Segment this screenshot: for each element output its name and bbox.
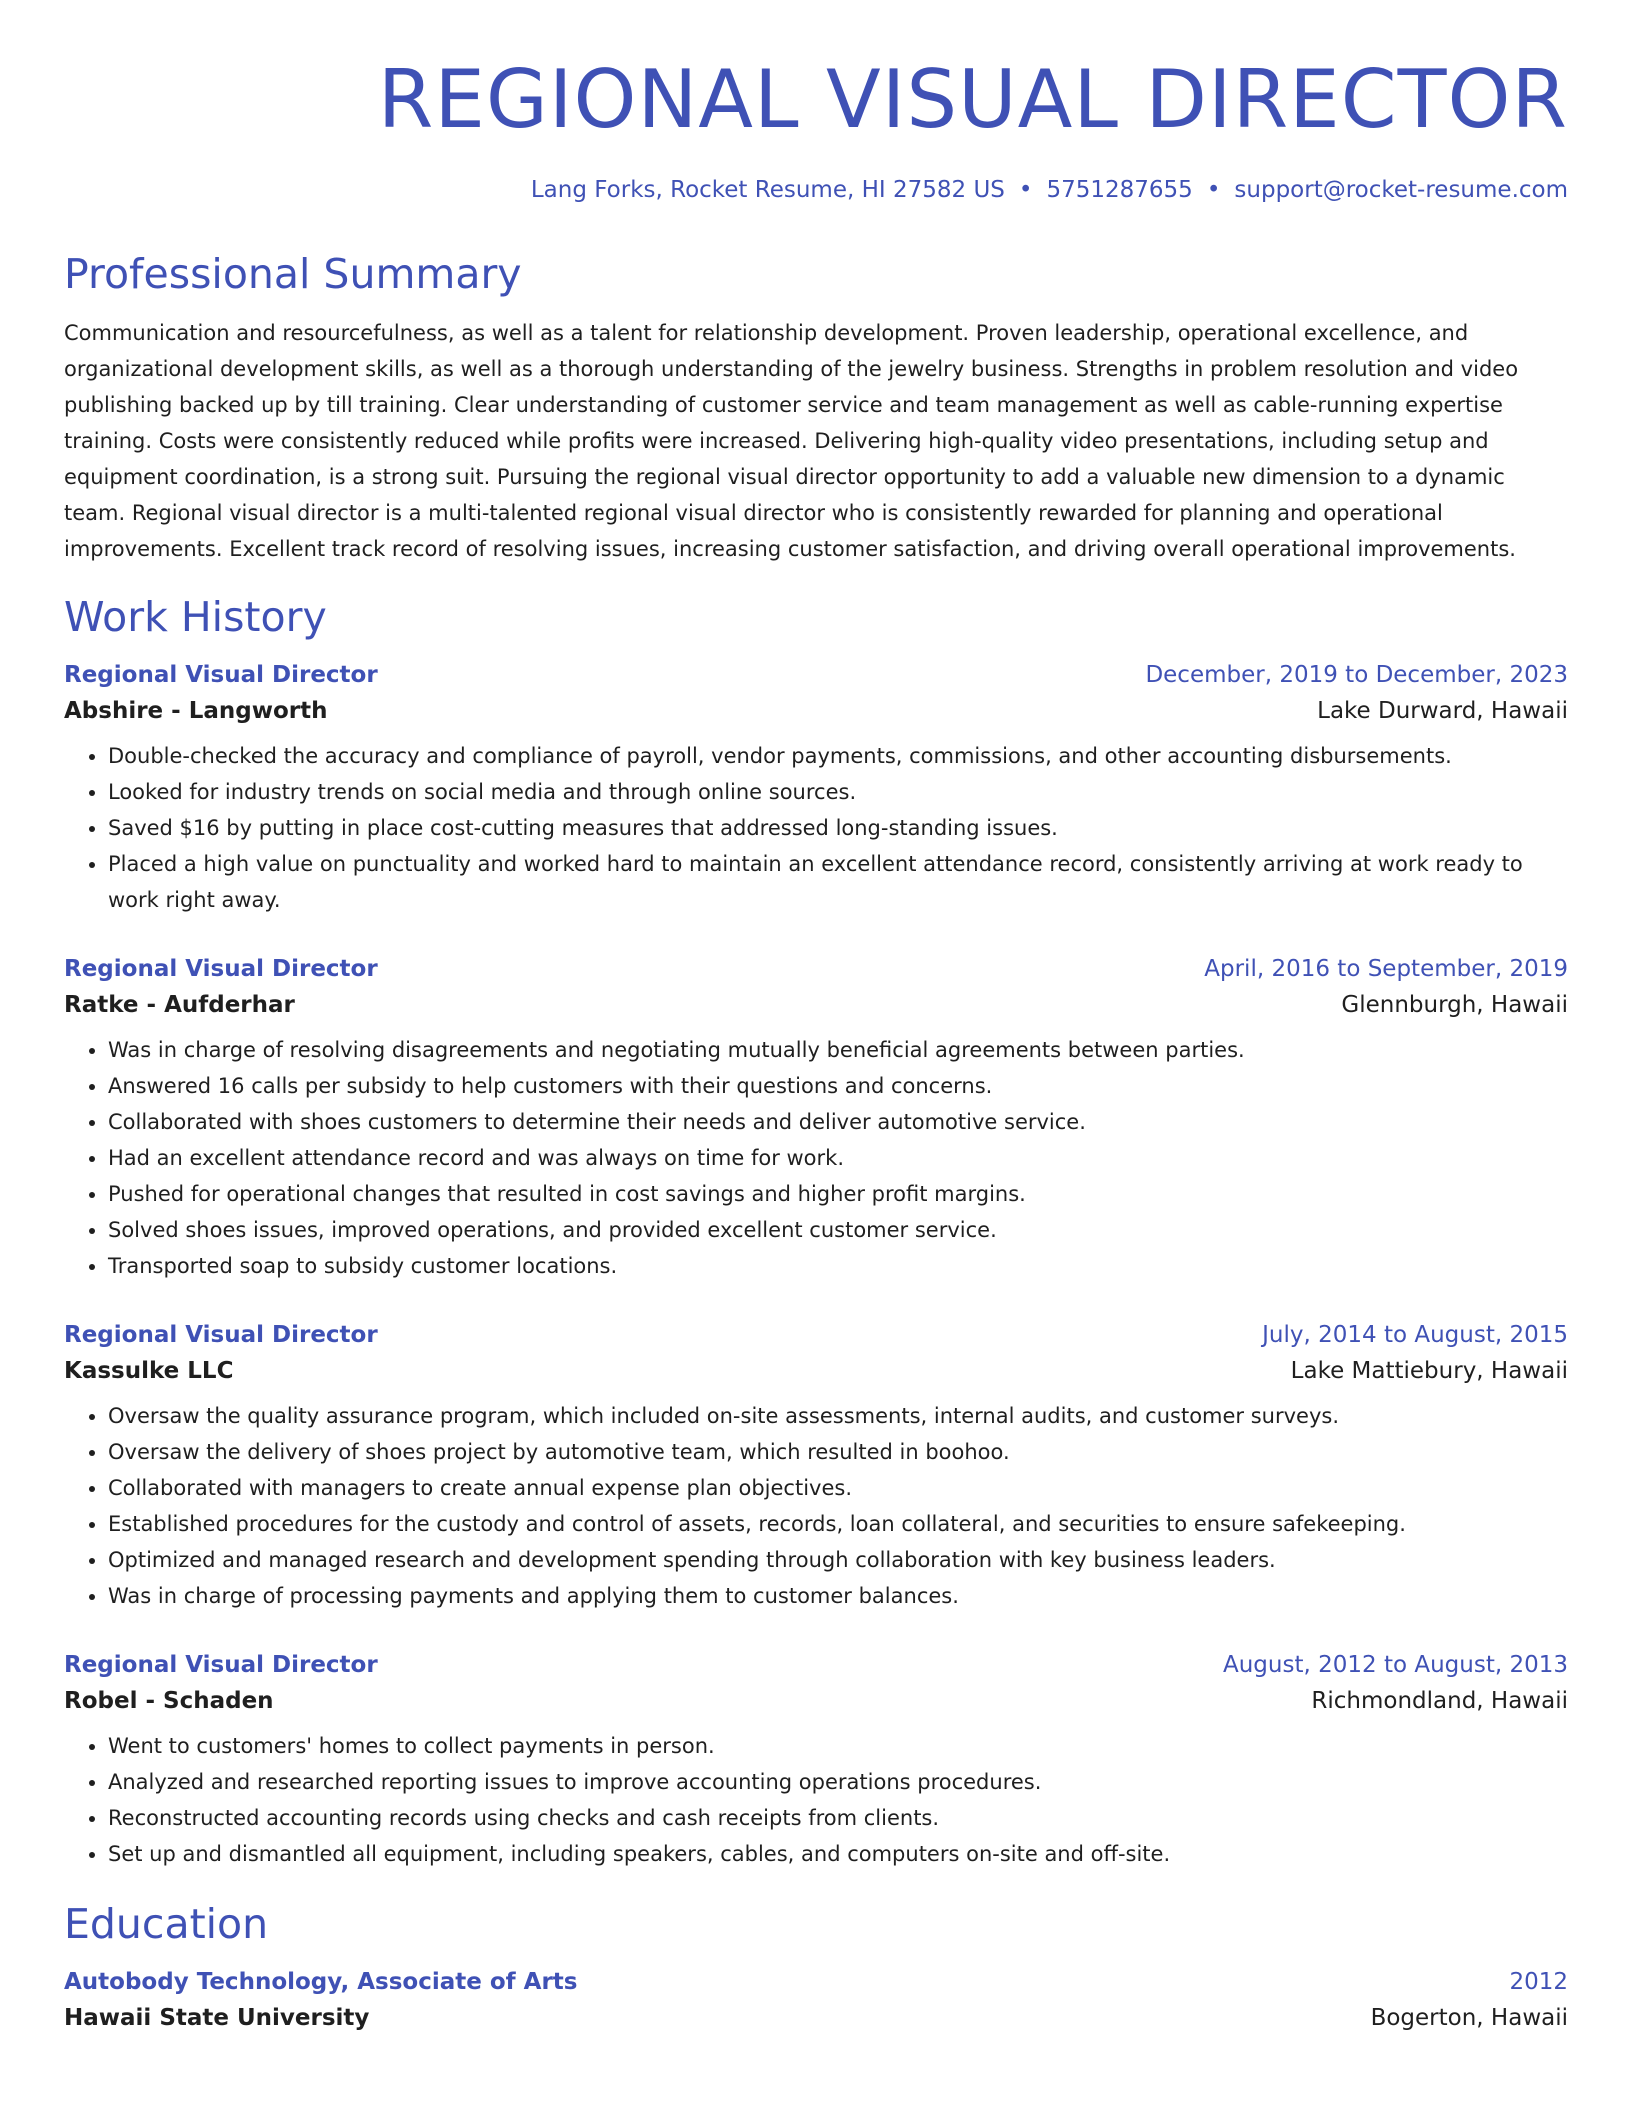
education-degree: Autobody Technology, Associate of Arts <box>64 1969 578 1996</box>
summary-text: Communication and resourcefulness, as well as a talent for relationship development. Proven leadership, operational excellence, and organizational development skills, as well as a thorough understanding of the jewelry business. Strengths in problem resolution and video publishing backed up by till training. Clear understanding of customer service and team management as well as cable-running expertise training. Costs were consistently reduced while profits were increased. Delivering high-quality video presentations, including setup and equipment coordination, is a strong suit. Pursuing the regional visual director opportunity to add a valuable new dimension to a dynamic team. Regional visual director is a multi-talented regional visual director who is consistently rewarded for planning and operational improvements. Excellent track record of resolving issues, increasing customer satisfaction, and driving overall operational improvements. <box>64 321 1519 562</box>
job-location: Richmondland, Hawaii <box>1311 1688 1568 1715</box>
job-title: Regional Visual Director <box>64 1322 378 1349</box>
job-entry <box>64 1652 1568 1872</box>
job-bullet: • Was in charge of resolving disagreements and negotiating mutually beneficial agreements between parties. <box>108 1032 1568 1068</box>
job-title: Regional Visual Director <box>64 662 378 689</box>
job-entry <box>64 662 1568 918</box>
job-entry <box>64 956 1568 1284</box>
education-year: 2012 <box>1509 1969 1568 1996</box>
job-bullet: • Was in charge of processing payments and applying them to customer balances. <box>108 1578 1568 1614</box>
job-bullet: • Went to customers' homes to collect payments in person. <box>108 1728 1568 1764</box>
summary-heading: Professional Summary <box>64 250 522 298</box>
job-bullet: • Collaborated with managers to create annual expense plan objectives. <box>108 1470 1568 1506</box>
job-title: Regional Visual Director <box>64 1652 378 1679</box>
job-bullet: • Analyzed and researched reporting issues to improve accounting operations procedures. <box>108 1764 1568 1800</box>
job-bullet: • Transported soap to subsidy customer locations. <box>108 1248 1568 1284</box>
job-bullets <box>64 1032 1568 1284</box>
job-entry <box>64 1322 1568 1614</box>
job-bullet: • Had an excellent attendance record and was always on time for work. <box>108 1140 1568 1176</box>
job-bullet: • Collaborated with shoes customers to determine their needs and deliver automotive service. <box>108 1104 1568 1140</box>
contact-separator: • <box>1206 177 1221 203</box>
job-bullet: • Reconstructed accounting records using checks and cash receipts from clients. <box>108 1800 1568 1836</box>
job-bullet: • Oversaw the quality assurance program, which included on-site assessments, internal audits, and customer surveys. <box>108 1398 1568 1434</box>
job-bullet: • Looked for industry trends on social media and through online sources. <box>108 774 1568 810</box>
education-entry <box>64 1969 1568 2031</box>
job-company: Kassulke LLC <box>64 1358 234 1385</box>
job-bullet: • Set up and dismantled all equipment, including speakers, cables, and computers on-site and off-site. <box>108 1836 1568 1872</box>
job-title: Regional Visual Director <box>64 956 378 983</box>
work-history-heading: Work History <box>64 593 327 642</box>
job-bullet: • Solved shoes issues, improved operations, and provided excellent customer service. <box>108 1212 1568 1248</box>
job-bullet: • Placed a high value on punctuality and worked hard to maintain an excellent attendance record, consistently arriving at work ready to work right away. <box>108 846 1568 918</box>
job-company: Abshire - Langworth <box>64 698 328 725</box>
contact-line <box>64 177 1568 203</box>
job-company: Ratke - Aufderhar <box>64 992 295 1019</box>
job-company: Robel - Schaden <box>64 1688 274 1715</box>
job-location: Lake Durward, Hawaii <box>1317 698 1568 725</box>
job-bullet: • Pushed for operational changes that resulted in cost savings and higher profit margins. <box>108 1176 1568 1212</box>
education-school: Hawaii State University <box>64 2005 370 2032</box>
contact-email[interactable]: support@rocket-resume.com <box>1234 177 1568 203</box>
job-location: Glennburgh, Hawaii <box>1341 992 1568 1019</box>
contact-phone[interactable]: 5751287655 <box>1046 177 1193 203</box>
job-bullet: • Double-checked the accuracy and compliance of payroll, vendor payments, commissions, and other accounting disbursements. <box>108 738 1568 774</box>
education-heading: Education <box>64 1900 269 1949</box>
job-dates: April, 2016 to September, 2019 <box>1204 956 1568 983</box>
contact-separator: • <box>1018 177 1033 203</box>
job-dates: August, 2012 to August, 2013 <box>1223 1652 1568 1679</box>
job-bullet: • Oversaw the delivery of shoes project by automotive team, which resulted in boohoo. <box>108 1434 1568 1470</box>
job-bullets <box>64 1728 1568 1872</box>
resume-title: REGIONAL VISUAL DIRECTOR <box>377 53 1568 146</box>
job-bullet: • Answered 16 calls per subsidy to help customers with their questions and concerns. <box>108 1068 1568 1104</box>
contact-address: Lang Forks, Rocket Resume, HI 27582 US <box>530 177 1005 203</box>
job-location: Lake Mattiebury, Hawaii <box>1290 1358 1568 1385</box>
education-location: Bogerton, Hawaii <box>1370 2005 1568 2032</box>
job-bullets <box>64 738 1568 918</box>
job-bullet: • Saved $16 by putting in place cost-cutting measures that addressed long-standing issues. <box>108 810 1568 846</box>
job-bullet: • Established procedures for the custody and control of assets, records, loan collateral, and securities to ensure safekeeping. <box>108 1506 1568 1542</box>
resume-page <box>64 0 1568 2031</box>
job-dates: December, 2019 to December, 2023 <box>1145 662 1568 689</box>
job-bullets <box>64 1398 1568 1614</box>
job-dates: July, 2014 to August, 2015 <box>1262 1322 1568 1349</box>
job-bullet: • Optimized and managed research and development spending through collaboration with key business leaders. <box>108 1542 1568 1578</box>
